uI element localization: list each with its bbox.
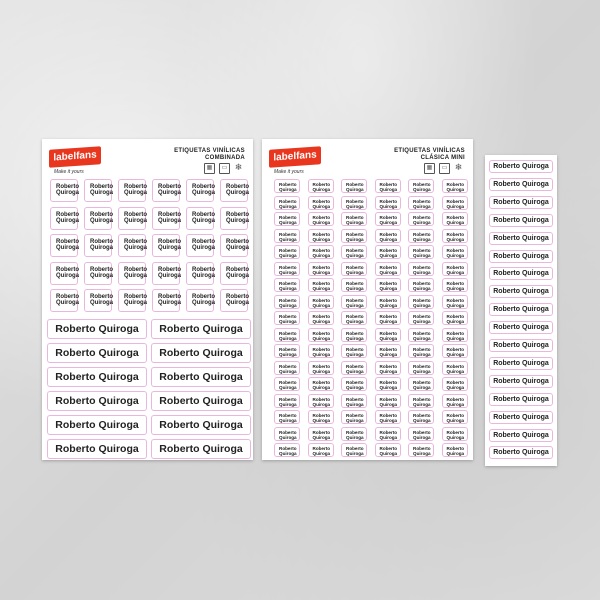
name-label-mini: Roberto Quiroga [375,212,401,226]
name-label-mini: Roberto Quiroga [408,229,434,243]
name-label-mini: Roberto Quiroga [274,361,300,375]
sheet-clasica-mini [262,139,473,460]
name-label-mini: Roberto Quiroga [408,443,434,457]
name-label-large: Roberto Quiroga [151,367,251,387]
name-label-strip: Roberto Quiroga [489,267,553,280]
snowflake-icon: ❄ [234,162,243,172]
sheet-title [174,148,245,162]
name-label-mini: Roberto Quiroga [308,179,334,193]
name-label-small: Roberto Quiroga [50,234,78,257]
name-label-large: Roberto Quiroga [47,367,147,387]
name-label-mini: Roberto Quiroga [274,443,300,457]
name-label-small: Roberto Quiroga [118,234,146,257]
name-label-strip: Roberto Quiroga [489,178,553,191]
name-label-small: Roberto Quiroga [50,179,78,202]
name-label-mini: Roberto Quiroga [375,443,401,457]
name-label-small: Roberto Quiroga [220,207,248,230]
name-label-small: Roberto Quiroga [152,179,180,202]
name-label-mini: Roberto Quiroga [274,229,300,243]
name-label-mini: Roberto Quiroga [408,410,434,424]
sheet-title-line2: COMBINADA [204,155,245,161]
name-label-large: Roberto Quiroga [47,439,147,459]
name-label-mini: Roberto Quiroga [341,328,367,342]
name-label-mini: Roberto Quiroga [408,262,434,276]
name-label-mini: Roberto Quiroga [274,394,300,408]
name-label-mini: Roberto Quiroga [274,262,300,276]
name-label-mini: Roberto Quiroga [408,427,434,441]
name-label-mini: Roberto Quiroga [341,377,367,391]
name-label-mini: Roberto Quiroga [308,245,334,259]
name-label-mini: Roberto Quiroga [375,196,401,210]
name-label-large: Roberto Quiroga [151,391,251,411]
name-label-mini: Roberto Quiroga [341,179,367,193]
name-label-mini: Roberto Quiroga [274,212,300,226]
name-label-mini: Roberto Quiroga [341,394,367,408]
name-label-mini: Roberto Quiroga [408,212,434,226]
name-label-mini: Roberto Quiroga [308,377,334,391]
name-label-strip: Roberto Quiroga [489,321,553,334]
name-label-mini: Roberto Quiroga [341,427,367,441]
name-label-mini: Roberto Quiroga [442,443,468,457]
name-label-strip: Roberto Quiroga [489,160,553,173]
name-label-mini: Roberto Quiroga [375,377,401,391]
name-label-mini: Roberto Quiroga [274,427,300,441]
name-label-mini: Roberto Quiroga [274,295,300,309]
name-label-strip: Roberto Quiroga [489,303,553,316]
name-label-mini: Roberto Quiroga [375,410,401,424]
name-label-mini: Roberto Quiroga [442,278,468,292]
name-label-mini: Roberto Quiroga [375,245,401,259]
name-label-mini: Roberto Quiroga [408,377,434,391]
name-label-mini: Roberto Quiroga [274,196,300,210]
name-label-mini: Roberto Quiroga [375,394,401,408]
name-label-strip: Roberto Quiroga [489,411,553,424]
name-label-large: Roberto Quiroga [47,391,147,411]
name-label-mini: Roberto Quiroga [408,394,434,408]
name-label-mini: Roberto Quiroga [308,361,334,375]
name-label-small: Roberto Quiroga [220,234,248,257]
sheet-title-line1: ETIQUETAS VINÍLICAS [394,148,465,154]
name-label-mini: Roberto Quiroga [442,328,468,342]
name-label-strip: Roberto Quiroga [489,357,553,370]
name-label-small: Roberto Quiroga [152,234,180,257]
brand-tagline: Make it yours [274,169,304,175]
name-label-mini: Roberto Quiroga [375,229,401,243]
name-label-large: Roberto Quiroga [151,343,251,363]
name-label-mini: Roberto Quiroga [442,262,468,276]
name-label-mini: Roberto Quiroga [442,229,468,243]
name-label-large: Roberto Quiroga [47,343,147,363]
name-label-mini: Roberto Quiroga [408,295,434,309]
name-label-mini: Roberto Quiroga [308,328,334,342]
name-label-mini: Roberto Quiroga [274,179,300,193]
name-label-mini: Roberto Quiroga [442,410,468,424]
name-label-mini: Roberto Quiroga [375,262,401,276]
name-label-small: Roberto Quiroga [152,207,180,230]
name-label-small: Roberto Quiroga [50,207,78,230]
name-label-mini: Roberto Quiroga [442,394,468,408]
name-label-mini: Roberto Quiroga [274,377,300,391]
name-label-mini: Roberto Quiroga [308,295,334,309]
name-label-small: Roberto Quiroga [186,289,214,312]
name-label-small: Roberto Quiroga [220,289,248,312]
name-label-mini: Roberto Quiroga [375,278,401,292]
name-label-mini: Roberto Quiroga [341,295,367,309]
name-label-small: Roberto Quiroga [84,289,112,312]
name-label-mini: Roberto Quiroga [341,410,367,424]
dishwasher-icon: ▦ [204,163,215,174]
name-label-mini: Roberto Quiroga [442,361,468,375]
name-label-small: Roberto Quiroga [118,207,146,230]
name-label-strip: Roberto Quiroga [489,446,553,459]
name-label-small: Roberto Quiroga [152,262,180,285]
name-label-small: Roberto Quiroga [118,262,146,285]
name-label-mini: Roberto Quiroga [274,328,300,342]
name-label-small: Roberto Quiroga [84,234,112,257]
name-label-mini: Roberto Quiroga [375,295,401,309]
name-label-mini: Roberto Quiroga [442,179,468,193]
name-label-mini: Roberto Quiroga [375,328,401,342]
name-label-strip: Roberto Quiroga [489,375,553,388]
brand-logo: labelfans [49,146,101,168]
name-label-small: Roberto Quiroga [84,262,112,285]
microwave-icon: ▭ [439,163,450,174]
name-label-small: Roberto Quiroga [118,289,146,312]
name-label-mini: Roberto Quiroga [274,278,300,292]
name-label-mini: Roberto Quiroga [274,245,300,259]
name-label-mini: Roberto Quiroga [408,278,434,292]
name-label-mini: Roberto Quiroga [341,212,367,226]
brand-tagline: Make it yours [54,169,84,175]
name-label-small: Roberto Quiroga [152,289,180,312]
name-label-mini: Roberto Quiroga [408,179,434,193]
name-label-mini: Roberto Quiroga [341,278,367,292]
name-label-mini: Roberto Quiroga [308,229,334,243]
name-label-large: Roberto Quiroga [47,415,147,435]
name-label-mini: Roberto Quiroga [408,245,434,259]
name-label-mini: Roberto Quiroga [408,196,434,210]
name-label-large: Roberto Quiroga [151,415,251,435]
name-label-mini: Roberto Quiroga [341,344,367,358]
name-label-large: Roberto Quiroga [47,319,147,339]
name-label-mini: Roberto Quiroga [274,410,300,424]
name-label-mini: Roberto Quiroga [308,311,334,325]
care-icons [424,163,463,174]
name-label-mini: Roberto Quiroga [408,344,434,358]
name-label-strip: Roberto Quiroga [489,196,553,209]
name-label-small: Roberto Quiroga [50,289,78,312]
name-label-mini: Roberto Quiroga [308,262,334,276]
brand-logo: labelfans [269,146,321,168]
name-label-mini: Roberto Quiroga [375,344,401,358]
name-label-mini: Roberto Quiroga [341,262,367,276]
name-label-mini: Roberto Quiroga [442,427,468,441]
name-label-strip: Roberto Quiroga [489,214,553,227]
name-label-mini: Roberto Quiroga [442,344,468,358]
care-icons [204,163,243,174]
sheet-title-line1: ETIQUETAS VINÍLICAS [174,148,245,154]
name-label-small: Roberto Quiroga [186,234,214,257]
name-label-mini: Roberto Quiroga [375,179,401,193]
name-label-mini: Roberto Quiroga [274,344,300,358]
name-label-small: Roberto Quiroga [186,207,214,230]
name-label-large: Roberto Quiroga [151,319,251,339]
name-label-large: Roberto Quiroga [151,439,251,459]
name-label-mini: Roberto Quiroga [308,394,334,408]
name-label-small: Roberto Quiroga [84,207,112,230]
name-label-mini: Roberto Quiroga [341,443,367,457]
sheet-combinada [42,139,253,460]
name-label-mini: Roberto Quiroga [308,427,334,441]
name-label-small: Roberto Quiroga [118,179,146,202]
name-label-mini: Roberto Quiroga [341,311,367,325]
name-label-mini: Roberto Quiroga [274,311,300,325]
name-label-mini: Roberto Quiroga [341,245,367,259]
name-label-strip: Roberto Quiroga [489,232,553,245]
name-label-mini: Roberto Quiroga [308,410,334,424]
name-label-mini: Roberto Quiroga [341,196,367,210]
sheet-title-line2: CLÁSICA MINI [420,155,465,161]
name-label-mini: Roberto Quiroga [442,295,468,309]
name-label-mini: Roberto Quiroga [341,229,367,243]
microwave-icon: ▭ [219,163,230,174]
name-label-mini: Roberto Quiroga [408,328,434,342]
name-label-mini: Roberto Quiroga [375,361,401,375]
name-label-small: Roberto Quiroga [186,179,214,202]
name-label-mini: Roberto Quiroga [375,311,401,325]
name-label-mini: Roberto Quiroga [442,212,468,226]
name-label-strip: Roberto Quiroga [489,393,553,406]
name-label-mini: Roberto Quiroga [341,361,367,375]
name-label-mini: Roberto Quiroga [375,427,401,441]
name-label-mini: Roberto Quiroga [442,377,468,391]
name-label-strip: Roberto Quiroga [489,250,553,263]
name-label-strip: Roberto Quiroga [489,285,553,298]
name-label-mini: Roberto Quiroga [408,361,434,375]
snowflake-icon: ❄ [454,162,463,172]
name-label-small: Roberto Quiroga [50,262,78,285]
name-label-mini: Roberto Quiroga [408,311,434,325]
name-label-small: Roberto Quiroga [186,262,214,285]
name-label-mini: Roberto Quiroga [308,443,334,457]
name-label-strip: Roberto Quiroga [489,339,553,352]
name-label-mini: Roberto Quiroga [442,196,468,210]
name-label-mini: Roberto Quiroga [442,311,468,325]
name-label-mini: Roberto Quiroga [308,344,334,358]
sheet-title [394,148,465,162]
name-label-mini: Roberto Quiroga [442,245,468,259]
name-label-mini: Roberto Quiroga [308,278,334,292]
name-label-mini: Roberto Quiroga [308,212,334,226]
label-strip [485,155,557,466]
dishwasher-icon: ▦ [424,163,435,174]
name-label-small: Roberto Quiroga [220,179,248,202]
name-label-small: Roberto Quiroga [220,262,248,285]
name-label-mini: Roberto Quiroga [308,196,334,210]
name-label-strip: Roberto Quiroga [489,429,553,442]
name-label-small: Roberto Quiroga [84,179,112,202]
